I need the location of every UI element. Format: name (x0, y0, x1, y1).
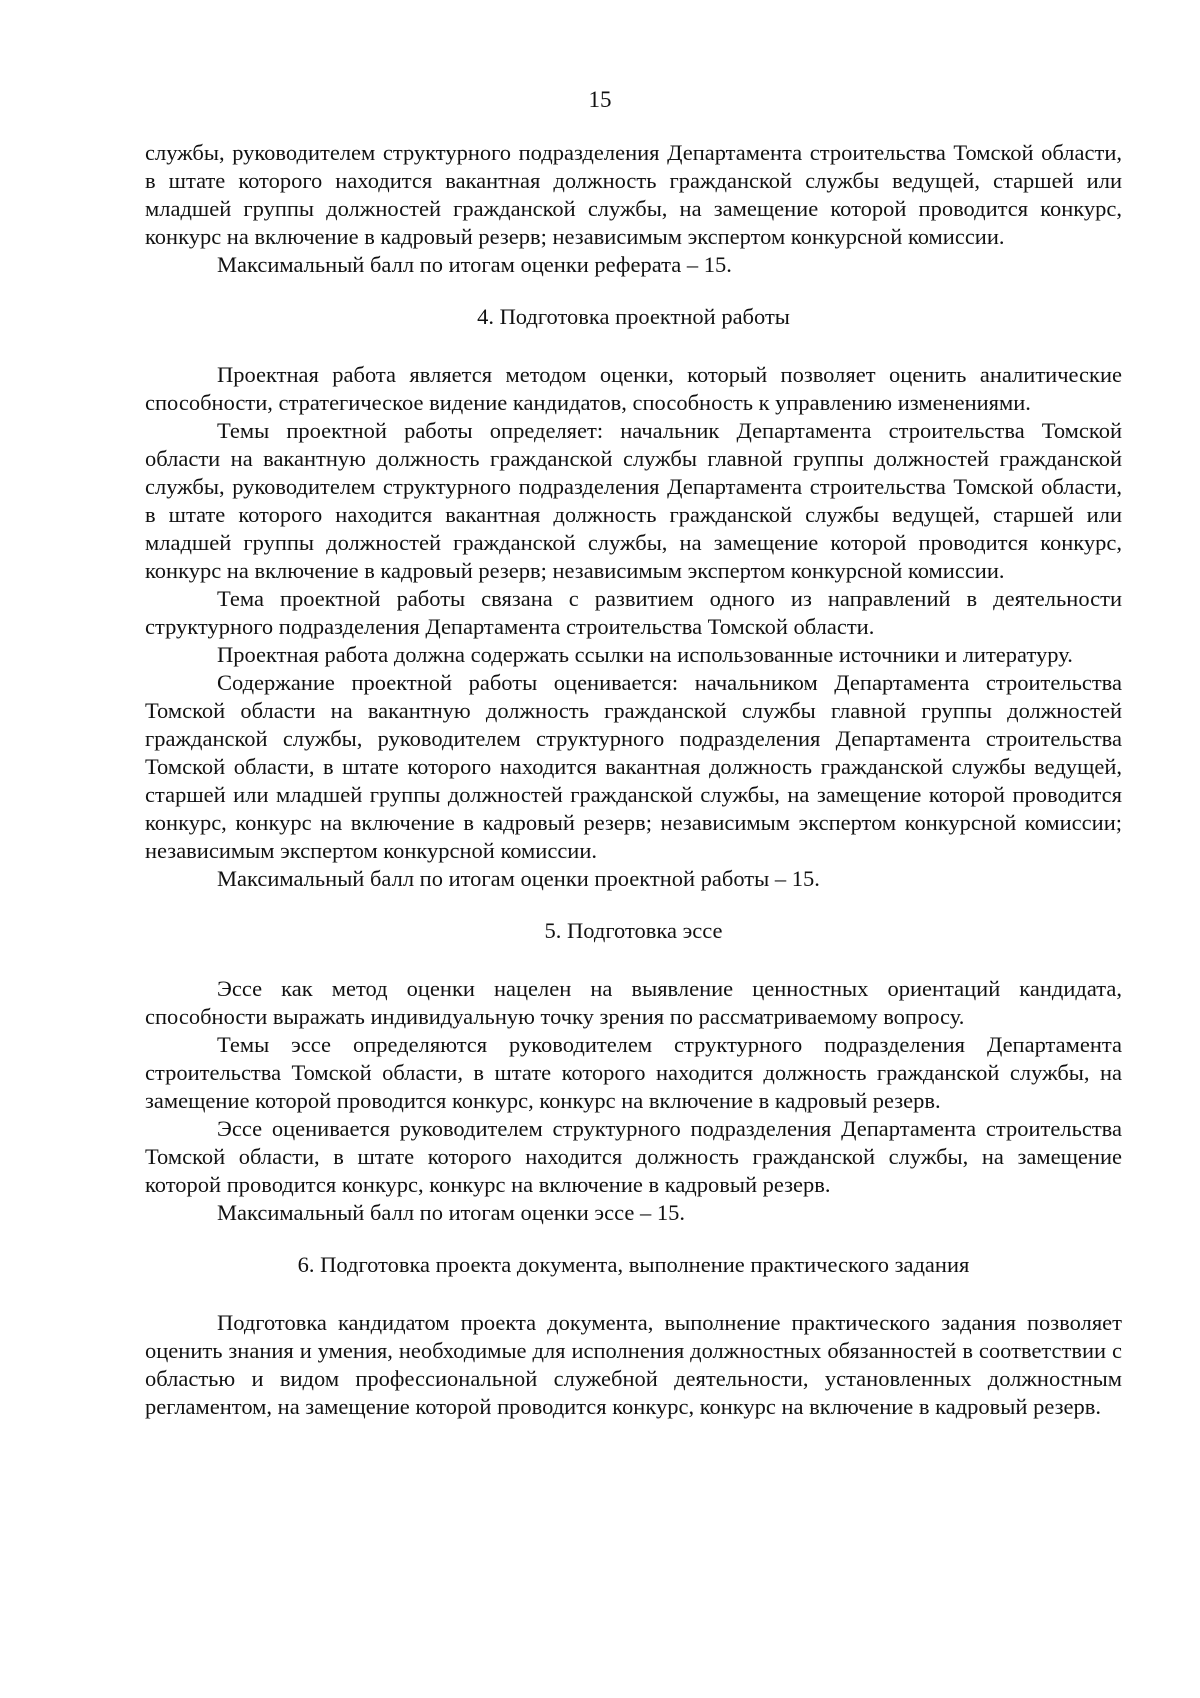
section-5-paragraph-2: Темы эссе определяются руководителем структурного подразделения Департамента строительства Томской области, в штате которого находится должность гражданской службы, на замещение которой проводится конкурс, конкурс на включение в кадровый резерв. (145, 1032, 1122, 1113)
section-5-paragraph-3: Эссе оценивается руководителем структурного подразделения Департамента строительства Томской области, в штате которого находится должность гражданской службы, на замещение которой проводится конкурс, конкурс на включение в кадровый резерв. (145, 1116, 1122, 1197)
document-body (145, 139, 1122, 1421)
continuation-paragraph: службы, руководителем структурного подразделения Департамента строительства Томской области, в штате которого находится вакантная должность гражданской службы ведущей, старшей или младшей группы должностей гражданской службы, на замещение которой проводится конкурс, конкурс на включение в кадровый резерв; независимым экспертом конкурсной комиссии. (145, 140, 1122, 249)
section-4-max-score: Максимальный балл по итогам оценки проектной работы – 15. (217, 866, 820, 891)
section-4-paragraph-1: Проектная работа является методом оценки, который позволяет оценить аналитические способности, стратегическое видение кандидатов, способность к управлению изменениями. (145, 362, 1122, 415)
section-4-paragraph-2: Темы проектной работы определяет: начальник Департамента строительства Томской области на вакантную должность гражданской службы главной группы должностей гражданской службы, руководителем структурного подразделения Департамента строительства Томской области, в штате которого находится вакантная должность гражданской службы ведущей, старшей или младшей группы должностей гражданской службы, на замещение которой проводится конкурс, конкурс на включение в кадровый резерв; независимым экспертом конкурсной комиссии. (145, 418, 1122, 583)
section-4-paragraph-3: Тема проектной работы связана с развитием одного из направлений в деятельности структурного подразделения Департамента строительства Томской области. (145, 586, 1122, 639)
page-number: 15 (588, 87, 612, 112)
section-5-max-score: Максимальный балл по итогам оценки эссе – 15. (217, 1200, 685, 1225)
section-4-paragraph-4: Проектная работа должна содержать ссылки на использованные источники и литературу. (217, 642, 1073, 667)
section-4-heading: 4. Подготовка проектной работы (477, 304, 790, 329)
section-6-heading: 6. Подготовка проекта документа, выполнение практического задания (297, 1252, 970, 1277)
section-5-heading: 5. Подготовка эссе (544, 918, 723, 943)
essay-abstract-max-score: Максимальный балл по итогам оценки реферата – 15. (217, 252, 732, 277)
section-6-paragraph-1: Подготовка кандидатом проекта документа, выполнение практического задания позволяет оценить знания и умения, необходимые для исполнения должностных обязанностей в соответствии с областью и видом профессиональной служебной деятельности, установленных должностным регламентом, на замещение которой проводится конкурс, конкурс на включение в кадровый резерв. (145, 1310, 1122, 1419)
section-5-paragraph-1: Эссе как метод оценки нацелен на выявление ценностных ориентаций кандидата, способности выражать индивидуальную точку зрения по рассматриваемому вопросу. (145, 976, 1122, 1029)
section-4-paragraph-5: Содержание проектной работы оценивается: начальником Департамента строительства Томской области на вакантную должность гражданской службы главной группы должностей гражданской службы, руководителем структурного подразделения Департамента строительства Томской области, в штате которого находится вакантная должность гражданской службы ведущей, старшей или младшей группы должностей гражданской службы, на замещение которой проводится конкурс, конкурс на включение в кадровый резерв; независимым экспертом конкурсной комиссии; независимым экспертом конкурсной комиссии. (145, 670, 1122, 863)
